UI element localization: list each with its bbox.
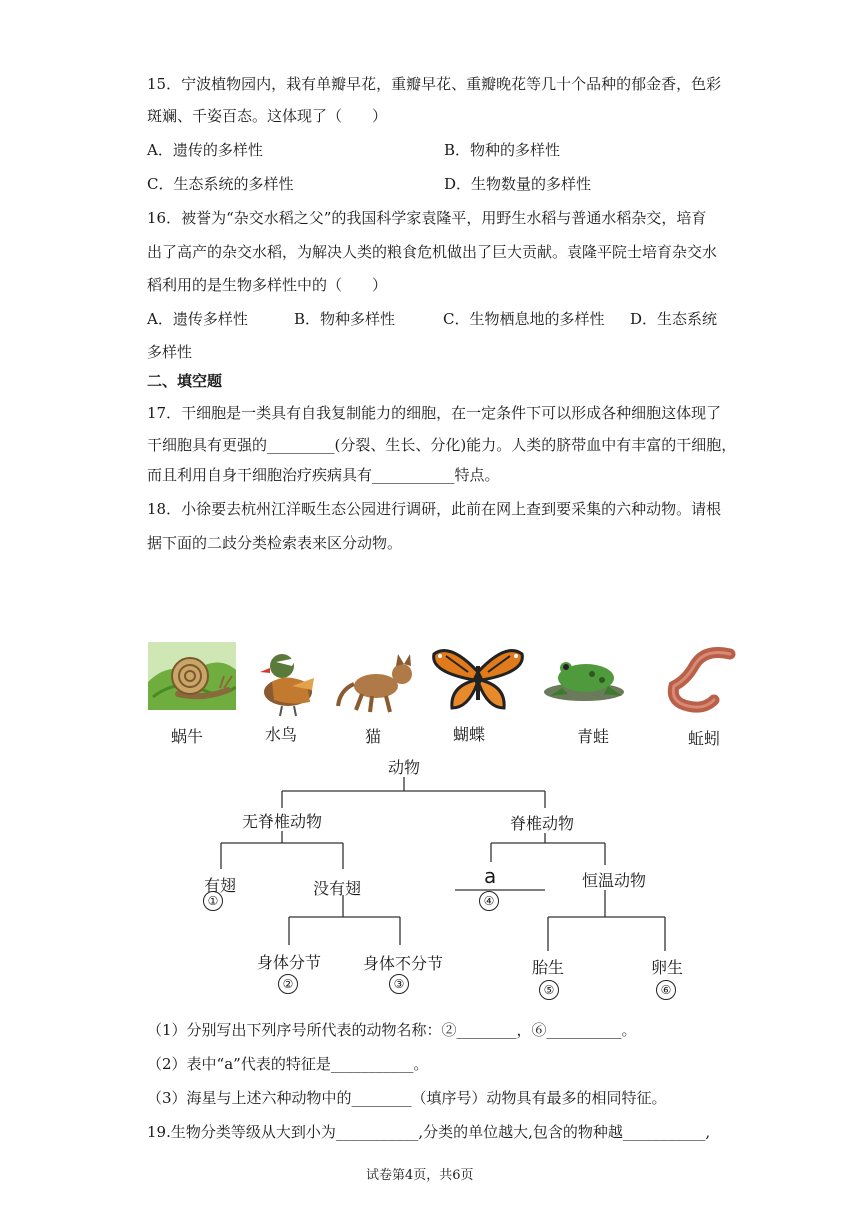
q19-line1: 19.生物分类等级从大到小为___________,分类的单位越大,包含的物种越___________, [147, 1123, 711, 1141]
q16-option-d-cont: 多样性 [147, 343, 193, 361]
tree-node-unsegmented: 身体不分节 [363, 954, 444, 973]
tree-node-warm-blooded: 恒温动物 [582, 871, 647, 890]
q18-sub3: （3）海星与上述六种动物中的________（填序号）动物具有最多的相同特征。 [147, 1089, 667, 1107]
q16-option-a: A．遗传多样性 [147, 310, 248, 328]
circled-number-1: ① [203, 891, 223, 911]
page-footer: 试卷第4页，共6页 [366, 1168, 474, 1183]
q18-sub1: （1）分别写出下列序号所代表的动物名称：②________，⑥__________。 [147, 1021, 637, 1039]
q16-option-d: D．生态系统 [630, 310, 718, 328]
section-title: 二、填空题 [147, 372, 223, 390]
circled-number-5: ⑤ [539, 980, 559, 1000]
q15-option-b: B．物种的多样性 [444, 141, 561, 159]
q16-line2: 出了高产的杂交水稻，为解决人类的粮食危机做出了巨大贡献。袁隆平院士培育杂交水 [147, 243, 718, 261]
q16-option-c: C．生物栖息地的多样性 [443, 310, 605, 328]
q15-option-a: A．遗传的多样性 [147, 141, 263, 159]
tree-node-no-wings: 没有翅 [313, 879, 362, 898]
q17-line2: 干细胞具有更强的_________(分裂、生长、分化)能力。人类的脐带血中有丰富的干细胞， [147, 436, 737, 454]
circled-number-4: ④ [479, 891, 499, 911]
q16-line3: 稻利用的是生物多样性中的（ ） [147, 276, 388, 294]
q15-line2: 斑斓、千姿百态。这体现了（ ） [147, 107, 388, 125]
q17-line1: 17．干细胞是一类具有自我复制能力的细胞，在一定条件下可以形成各种细胞这体现了 [147, 404, 722, 422]
circled-number-6: ⑥ [656, 980, 676, 1000]
tree-node-segmented: 身体分节 [257, 953, 322, 972]
animal-label-cat: 猫 [365, 727, 382, 746]
animal-label-bird: 水鸟 [265, 725, 298, 744]
tree-root-animals: 动物 [388, 758, 421, 777]
q16-option-b: B．物种多样性 [294, 310, 396, 328]
q18-line1: 18．小徐要去杭州江洋畈生态公园进行调研，此前在网上查到要采集的六种动物。请根 [147, 500, 722, 518]
animal-label-frog: 青蛙 [577, 727, 610, 746]
tree-node-viviparous: 胎生 [532, 958, 565, 977]
tree-node-has-wings: 有翅 [204, 876, 237, 895]
circled-number-3: ③ [389, 974, 409, 994]
q15-option-d: D．生物数量的多样性 [444, 175, 592, 193]
tree-node-a: a [484, 864, 497, 888]
circled-number-2: ② [278, 974, 298, 994]
q15-option-c: C．生态系统的多样性 [147, 175, 294, 193]
q18-sub2: （2）表中“a”代表的特征是___________。 [147, 1055, 429, 1073]
q16-line1: 16．被誉为“杂交水稻之父”的我国科学家袁隆平，用野生水稻与普通水稻杂交，培育 [147, 209, 707, 227]
animal-label-earthworm: 蚯蚓 [688, 729, 721, 748]
q15-line1: 15．宁波植物园内，栽有单瓣早花，重瓣早花、重瓣晚花等几十个品种的郁金香，色彩 [147, 75, 722, 93]
q18-line2: 据下面的二歧分类检索表来区分动物。 [147, 534, 403, 552]
tree-node-invertebrate: 无脊椎动物 [242, 812, 323, 831]
tree-node-vertebrate: 脊椎动物 [510, 814, 575, 833]
q17-line3: 而且利用自身干细胞治疗疾病具有___________特点。 [147, 466, 500, 484]
tree-node-oviparous: 卵生 [651, 958, 684, 977]
animal-label-butterfly: 蝴蝶 [453, 725, 486, 744]
animal-label-snail: 蜗牛 [171, 727, 204, 746]
